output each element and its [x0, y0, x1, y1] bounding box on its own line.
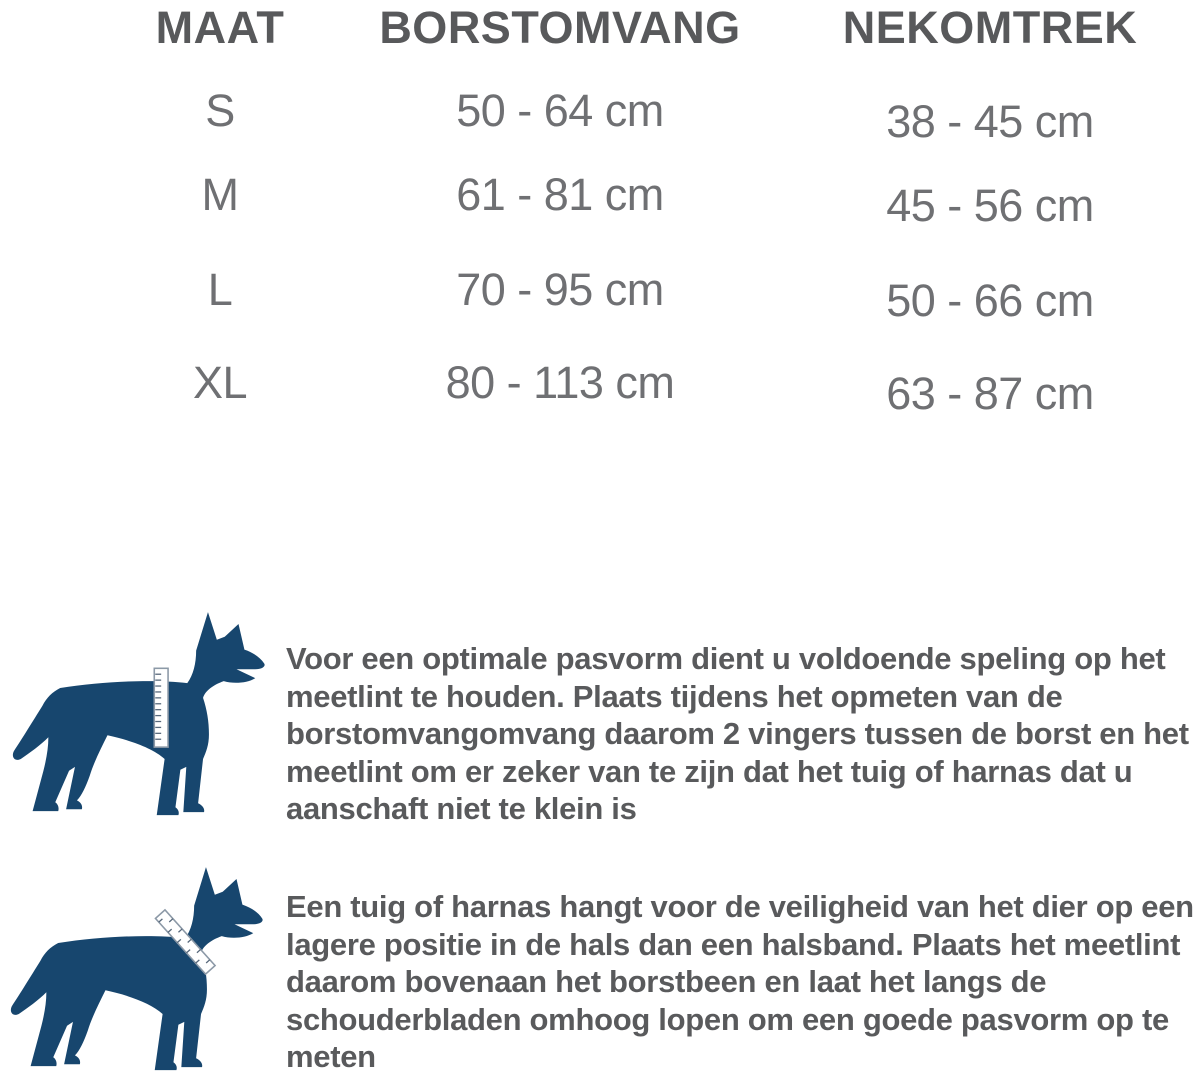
chest-range-value: 70 - 95 cm	[456, 264, 664, 315]
neck-range-value: 50 - 66 cm	[886, 275, 1094, 326]
neck-range-value: 38 - 45 cm	[886, 96, 1094, 147]
dog-silhouette-icon	[6, 606, 272, 838]
chest-measure-instruction-text: Voor een optimale pasvorm dient u voldoende speling op het meetlint te houden. Plaats tijdens het opmeten van de borstomvangomvang daarom 2 vingers tussen de borst en het meetlint om er zeker van te zijn dat het tuig of harnas dat u aanschaft niet te klein is	[286, 641, 1189, 826]
dog-chest-measure-illustration	[6, 606, 272, 838]
table-row-xl	[0, 357, 1200, 427]
size-label: XL	[192, 357, 248, 408]
neck-range-value: 63 - 87 cm	[886, 368, 1094, 419]
column-header-maat: MAAT	[155, 2, 285, 53]
column-header-nekomtrek: NEKOMTREK	[842, 2, 1138, 53]
size-label: S	[205, 85, 235, 136]
column-header-borstomvang: BORSTOMVANG	[379, 2, 741, 53]
chest-range-value: 80 - 113 cm	[445, 357, 675, 408]
table-row-s	[0, 85, 1200, 155]
neck-measure-instruction-text: Een tuig of harnas hangt voor de veiligheid van het dier op een lagere positie in de hals dan een halsband. Plaats het meetlint daarom bovenaan het borstbeen en laat het langs de schouderbladen omhoog lopen om een goede pasvorm op te meten	[286, 889, 1194, 1074]
table-row-l	[0, 264, 1200, 334]
neck-range-value: 45 - 56 cm	[886, 180, 1094, 231]
dog-silhouette-icon	[4, 861, 270, 1080]
measuring-tape-icon	[154, 668, 168, 747]
chest-range-value: 50 - 64 cm	[456, 85, 664, 136]
table-row-m	[0, 169, 1200, 239]
size-label: M	[201, 169, 239, 220]
size-label: L	[207, 264, 233, 315]
table-header-row	[0, 2, 1200, 72]
chest-range-value: 61 - 81 cm	[456, 169, 664, 220]
dog-neck-measure-illustration	[4, 861, 270, 1080]
